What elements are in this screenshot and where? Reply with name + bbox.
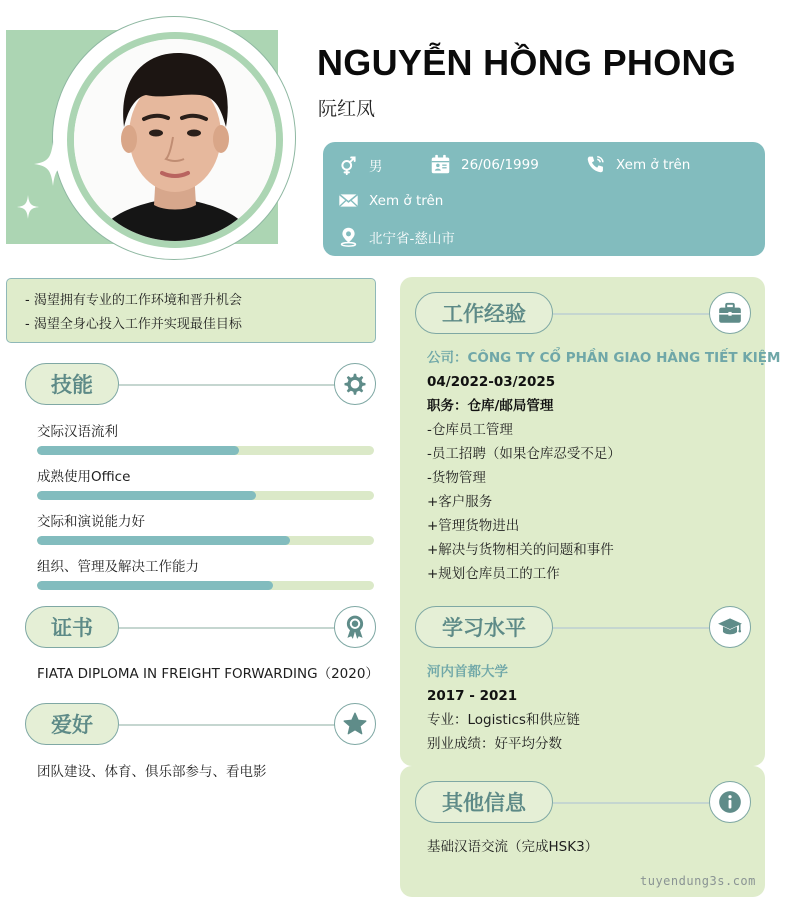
sparkle-icon (34, 142, 72, 186)
birthday-value: 26/06/1999 (461, 156, 539, 173)
section-divider (553, 313, 711, 315)
skill-bar-fill (37, 536, 290, 545)
skill-item (37, 420, 374, 455)
education-major: 专业：Logistics和供应链 (427, 712, 580, 728)
phone-value: Xem ở trên (616, 156, 691, 173)
other-info-header (415, 781, 751, 825)
hobbies-title: 爱好 (25, 703, 119, 745)
experience-title: 工作经验 (415, 292, 553, 334)
gear-icon (334, 363, 376, 405)
certificate-text: FIATA DIPLOMA IN FREIGHT FORWARDING（2020） (37, 666, 379, 682)
contact-card (323, 142, 765, 256)
certificates-title: 证书 (25, 606, 119, 648)
job-position: 职务：仓库/邮局管理 (427, 398, 554, 414)
address-value: 北宁省-慈山市 (369, 230, 455, 247)
phone-icon (585, 154, 606, 175)
education-title: 学习水平 (415, 606, 553, 648)
duty-item: +规划仓库员工的工作 (427, 566, 560, 582)
objective-line: - 渴望拥有专业的工作环境和晋升机会 (25, 293, 242, 308)
section-divider (119, 724, 335, 726)
hobbies-header (25, 703, 376, 747)
duty-item: -货物管理 (427, 470, 486, 486)
mail-icon (338, 190, 359, 211)
award-ribbon-icon (334, 606, 376, 648)
star-icon (334, 703, 376, 745)
section-divider (553, 627, 711, 629)
skills-title: 技能 (25, 363, 119, 405)
gender-item (338, 154, 383, 175)
email-item (338, 190, 443, 211)
duty-item: -仓库员工管理 (427, 422, 513, 438)
briefcase-icon (709, 292, 751, 334)
skill-bar-fill (37, 581, 273, 590)
candidate-name: NGUYỄN HỒNG PHONG (317, 42, 737, 83)
skill-bar (37, 581, 374, 590)
info-icon (709, 781, 751, 823)
duty-item: +客户服务 (427, 494, 493, 510)
duty-item: +管理货物进出 (427, 518, 520, 534)
certificates-header (25, 606, 376, 650)
location-pin-icon (338, 226, 359, 247)
phone-item (585, 154, 690, 175)
other-info-title: 其他信息 (415, 781, 553, 823)
gender-icon (338, 154, 359, 175)
career-objective (6, 278, 376, 343)
experience-header (415, 292, 751, 336)
section-divider (119, 384, 335, 386)
profile-photo (74, 39, 276, 241)
skill-bar-fill (37, 446, 239, 455)
section-divider (553, 802, 711, 804)
skill-bar-fill (37, 491, 256, 500)
skill-item (37, 465, 374, 500)
candidate-name-chinese: 阮红凤 (318, 98, 376, 120)
avatar (67, 32, 283, 248)
other-info-text: 基础汉语交流（完成HSK3） (427, 839, 599, 855)
school-name: 河内首都大学 (427, 664, 508, 680)
skill-label: 组织、管理及解决工作能力 (37, 559, 199, 575)
skill-label: 成熟使用Office (37, 469, 131, 485)
skill-bar (37, 536, 374, 545)
skill-item (37, 510, 374, 545)
education-header (415, 606, 751, 650)
email-value: Xem ở trên (369, 192, 444, 209)
skill-label: 交际汉语流利 (37, 424, 118, 440)
education-body (427, 660, 580, 756)
calendar-icon (430, 154, 451, 175)
skill-label: 交际和演说能力好 (37, 514, 145, 530)
section-divider (119, 627, 335, 629)
watermark: tuyendung3s.com (640, 874, 756, 888)
company-name: 公司：CÔNG TY CỔ PHẦN GIAO HÀNG TIẾT KIỆM (427, 350, 781, 366)
sparkle-small-icon (17, 195, 39, 219)
study-period: 2017 - 2021 (427, 688, 518, 704)
skill-bar (37, 491, 374, 500)
duty-item: -员工招聘（如果仓库忍受不足） (427, 446, 621, 462)
skill-item (37, 555, 374, 590)
duty-item: +解决与货物相关的问题和事件 (427, 542, 614, 558)
employment-period: 04/2022-03/2025 (427, 374, 556, 390)
experience-body (427, 346, 780, 586)
gender-value: 男 (369, 158, 383, 175)
skills-header (25, 363, 376, 407)
objective-line: - 渴望全身心投入工作并实现最佳目标 (25, 317, 242, 332)
birthday-item (430, 154, 539, 175)
skill-bar (37, 446, 374, 455)
education-grade: 别业成绩：好平均分数 (427, 736, 562, 752)
address-item (338, 226, 455, 247)
hobbies-text: 团队建设、体育、俱乐部参与、看电影 (37, 764, 267, 780)
graduation-cap-icon (709, 606, 751, 648)
